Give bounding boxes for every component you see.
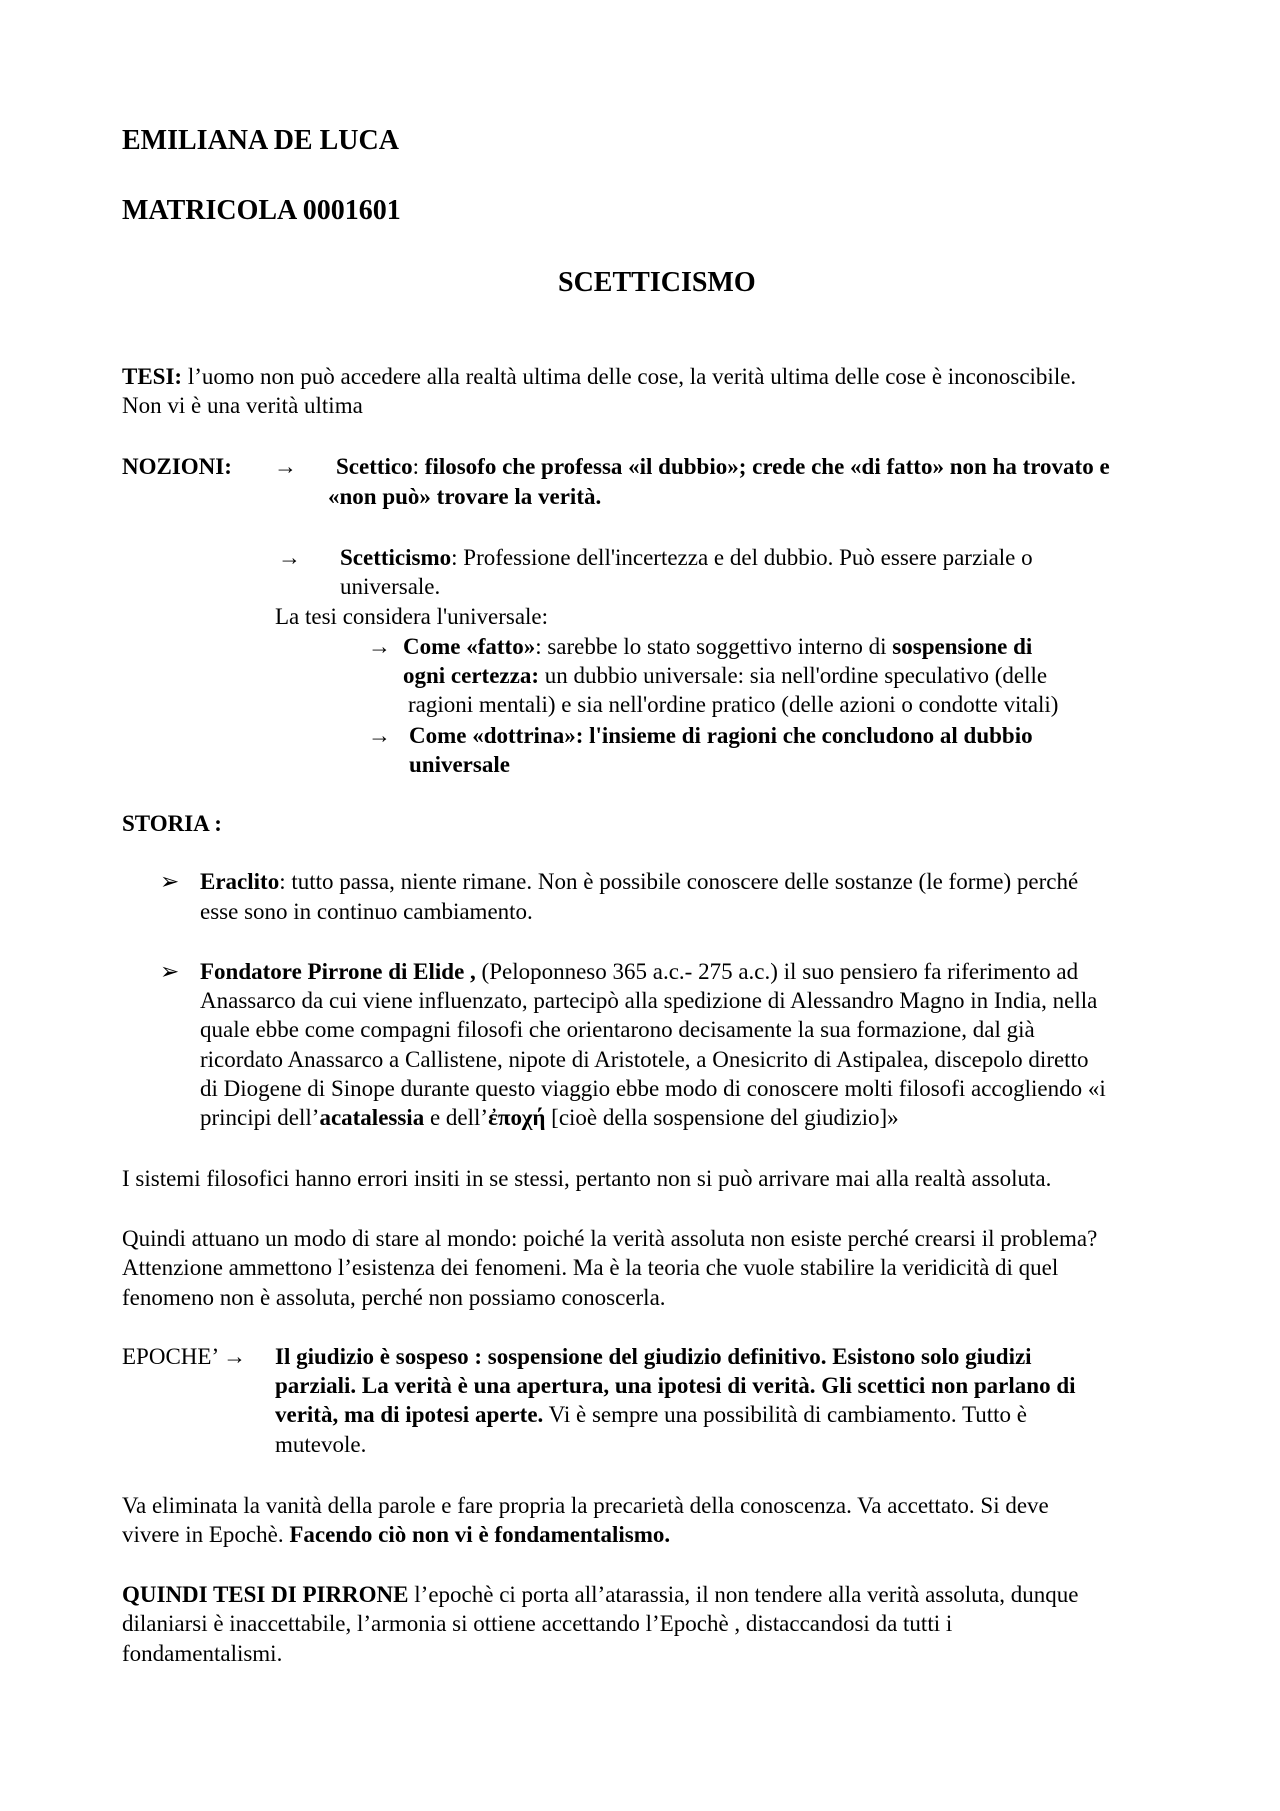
nozioni-item-1-line-2: «non può» trovare la verità. xyxy=(328,484,602,509)
arrow-icon: → xyxy=(368,723,391,748)
bullet-arrow-icon: ➢ xyxy=(160,869,180,894)
epoche-label: EPOCHE’ → xyxy=(122,1344,247,1369)
storia-item-2-line-3: quale ebbe come compagni filosofi che orientarono decisamente la sua formazione, dal già xyxy=(200,1017,1035,1042)
acatalessia-term: acatalessia xyxy=(319,1105,425,1130)
storia-item-2-line-2: Anassarco da cui viene influenzato, partecipò alla spedizione di Alessandro Magno in India, nella xyxy=(200,988,1098,1013)
paragraph-quindi-line-3: fenomeno non è assoluta, perché non possiamo conoscerla. xyxy=(122,1285,666,1310)
pirrone-term: Fondatore Pirrone di Elide , xyxy=(200,959,476,984)
storia-item-2-line-6: principi dell’acatalessia e dell’ἐποχή [cioè della sospensione del giudizio]» xyxy=(200,1105,899,1130)
sub-item-dottrina-line-1: Come «dottrina»: l'insieme di ragioni che concludono al dubbio xyxy=(409,723,1033,748)
nozioni-item-2-line-1: Scetticismo: Professione dell'incertezza e del dubbio. Può essere parziale o xyxy=(340,545,1033,570)
storia-label: STORIA : xyxy=(122,811,222,836)
epoche-line-2: parziali. La verità è una apertura, una ipotesi di verità. Gli scettici non parlano di xyxy=(275,1373,1076,1398)
paragraph-pirrone-line-3: fondamentalismi. xyxy=(122,1641,283,1666)
nozioni-intro: La tesi considera l'universale: xyxy=(275,604,549,629)
arrow-icon: → xyxy=(278,545,301,570)
nozioni-item-1-line-1: Scettico: filosofo che professa «il dubbio»; crede che «di fatto» non ha trovato e xyxy=(336,454,1110,479)
epoche-greek-term: ἐποχή xyxy=(488,1105,546,1130)
epoche-line-1: Il giudizio è sospeso : sospensione del giudizio definitivo. Esistono solo giudizi xyxy=(275,1344,1032,1369)
tesi-text-1: l’uomo non può accedere alla realtà ultima delle cose, la verità ultima delle cose è inconoscibile. xyxy=(187,364,1077,389)
storia-item-1-line-2: esse sono in continuo cambiamento. xyxy=(200,899,533,924)
fatto-term: Come «fatto» xyxy=(403,634,536,659)
storia-item-1-line-1: Eraclito: tutto passa, niente rimane. Non è possibile conoscere delle sostanze (le forme) perché xyxy=(200,869,1079,894)
storia-item-2-line-1: Fondatore Pirrone di Elide , (Peloponneso 365 a.c.- 275 a.c.) il suo pensiero fa riferimento ad xyxy=(200,959,1079,984)
paragraph-sistemi: I sistemi filosofici hanno errori insiti in se stessi, pertanto non si può arrivare mai alla realtà assoluta. xyxy=(122,1166,1052,1191)
paragraph-vanita-line-1: Va eliminata la vanità della parole e fare propria la precarietà della conoscenza. Va accettato. Si deve xyxy=(122,1493,1049,1518)
paragraph-pirrone-line-1: QUINDI TESI DI PIRRONE l’epochè ci porta all’atarassia, il non tendere alla verità assoluta, dunque xyxy=(122,1582,1079,1607)
arrow-icon: → xyxy=(274,454,297,479)
page-title: SCETTICISMO xyxy=(558,267,756,298)
paragraph-pirrone-line-2: dilaniarsi è inaccettabile, l’armonia si ottiene accettando l’Epochè , distaccandosi da tutti i xyxy=(122,1611,953,1636)
eraclito-term: Eraclito xyxy=(200,869,280,894)
paragraph-vanita-line-2: vivere in Epochè. Facendo ciò non vi è fondamentalismo. xyxy=(122,1522,671,1547)
paragraph-quindi-line-2: Attenzione ammettono l’esistenza dei fenomeni. Ma è la teoria che vuole stabilire la veridicità di quel xyxy=(122,1255,1059,1280)
author-name: EMILIANA DE LUCA xyxy=(122,125,399,156)
tesi-label: TESI: xyxy=(122,364,183,389)
matricola: MATRICOLA 0001601 xyxy=(122,195,401,226)
sub-item-fatto-line-1: Come «fatto»: sarebbe lo stato soggettivo interno di sospensione di xyxy=(403,634,1033,659)
pirrone-thesis-label: QUINDI TESI DI PIRRONE xyxy=(122,1582,409,1607)
nozioni-item-2-line-2: universale. xyxy=(340,574,441,599)
sub-item-fatto-line-3: ragioni mentali) e sia nell'ordine pratico (delle azioni o condotte vitali) xyxy=(408,692,1059,717)
scettico-term: Scettico xyxy=(336,454,413,479)
storia-item-2-line-4: ricordato Anassarco a Callistene, nipote di Aristotele, a Onesicrito di Astipalea, discepolo diretto xyxy=(200,1047,1089,1072)
sub-item-dottrina-line-2: universale xyxy=(409,752,510,777)
tesi-line-2: Non vi è una verità ultima xyxy=(122,393,363,418)
sub-item-fatto-line-2: ogni certezza: un dubbio universale: sia nell'ordine speculativo (delle xyxy=(403,663,1048,688)
epoche-line-3: verità, ma di ipotesi aperte. Vi è sempre una possibilità di cambiamento. Tutto è xyxy=(275,1402,1027,1427)
tesi-line-1 xyxy=(122,362,1076,392)
nozioni-label: NOZIONI: xyxy=(122,454,232,479)
scetticismo-term: Scetticismo xyxy=(340,545,452,570)
paragraph-quindi-line-1: Quindi attuano un modo di stare al mondo: poiché la verità assoluta non esiste perché crearsi il problema? xyxy=(122,1226,1098,1251)
bullet-arrow-icon: ➢ xyxy=(160,959,180,984)
arrow-icon: → xyxy=(368,634,391,659)
scettico-definition: filosofo che professa «il dubbio»; crede che «di fatto» non ha trovato e xyxy=(424,454,1110,479)
storia-item-2-line-5: di Diogene di Sinope durante questo viaggio ebbe modo di conoscere molti filosofi accogliendo «i xyxy=(200,1076,1106,1101)
epoche-line-4: mutevole. xyxy=(275,1432,367,1457)
